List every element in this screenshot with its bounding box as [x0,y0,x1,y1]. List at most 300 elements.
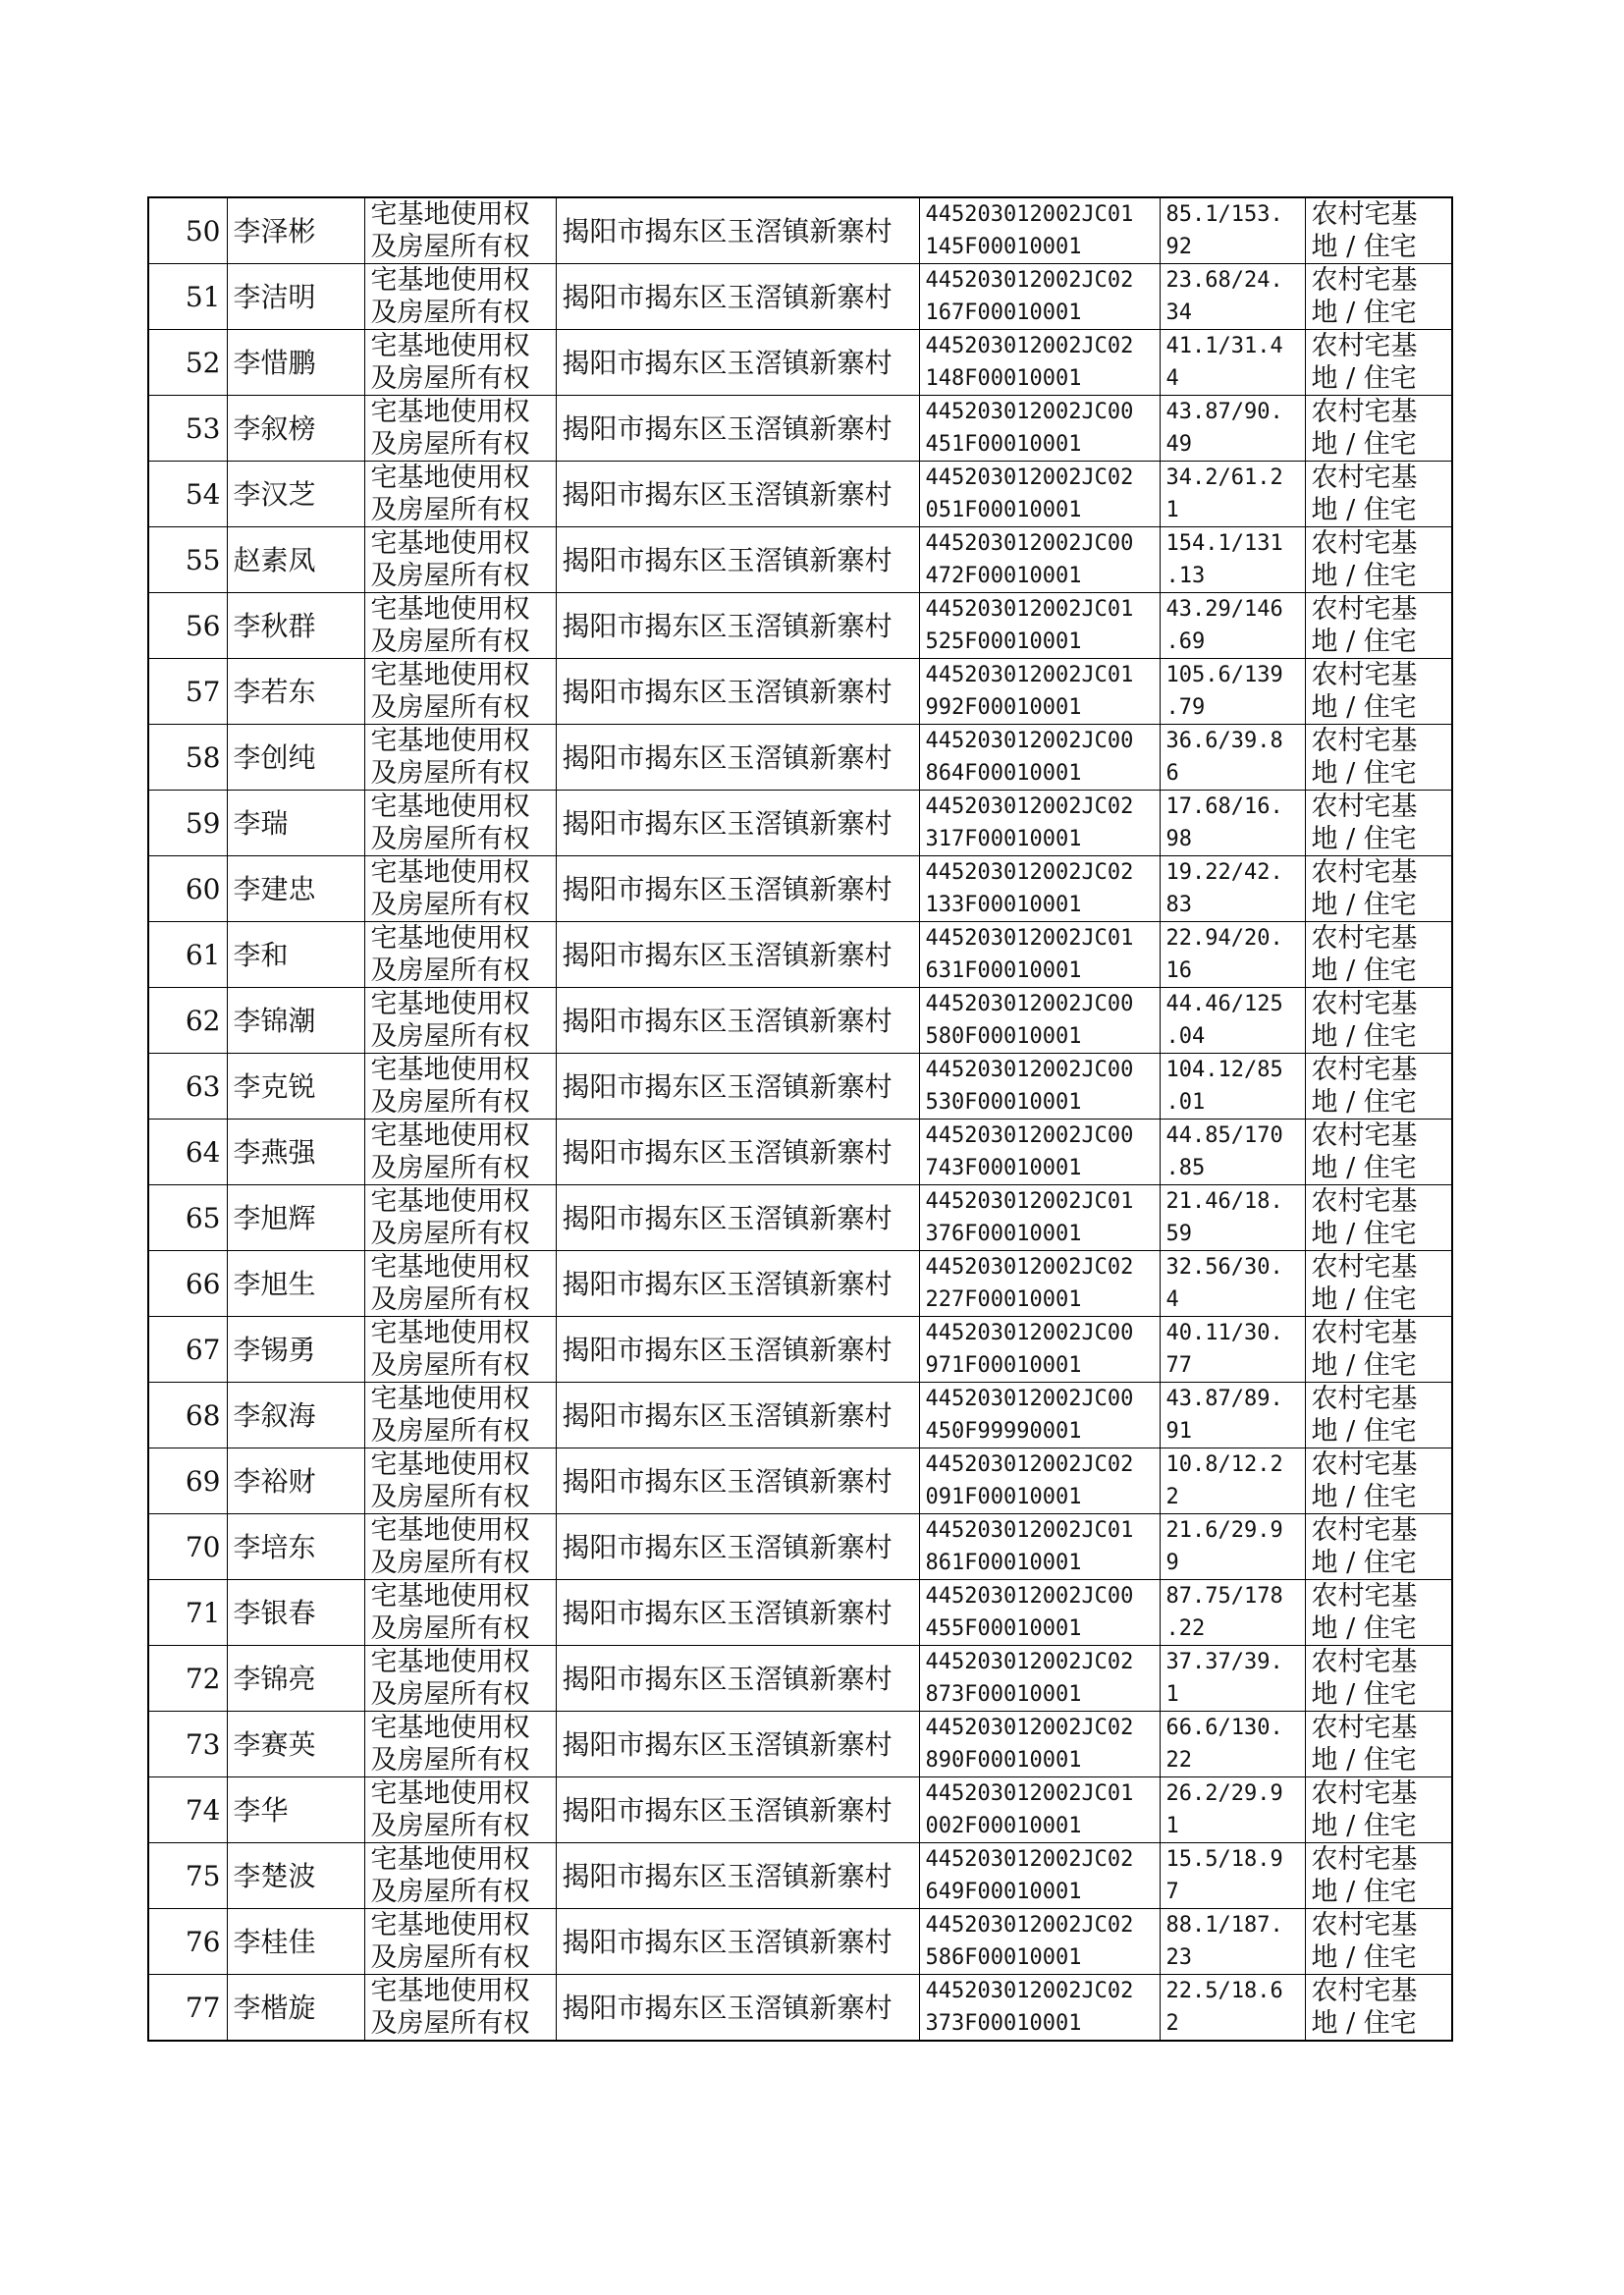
area-line: 19.22/42. [1165,860,1283,885]
area-line: 1 [1165,498,1179,522]
unit-code-line: 317F00010001 [925,827,1082,851]
unit-code-line: 992F00010001 [925,695,1082,720]
right-type-line: 宅基地使用权 [370,1055,530,1085]
unit-code-cell [919,1185,1160,1251]
row-number-cell: 75 [148,1843,227,1909]
table-row [148,659,1452,725]
location-cell: 揭阳市揭东区玉滘镇新寨村 [556,1777,919,1843]
table-row [148,264,1452,330]
area-line: 21.46/18. [1165,1189,1283,1214]
owner-name-cell: 李若东 [227,659,364,725]
area-line: 41.1/31.4 [1165,334,1283,358]
right-type-line: 及房屋所有权 [370,1087,530,1118]
land-use-cell [1305,1777,1452,1843]
land-use-cell [1305,856,1452,922]
area-cell [1160,396,1305,462]
land-use-cell [1305,527,1452,593]
unit-code-cell [919,1383,1160,1448]
unit-code-line: 376F00010001 [925,1222,1082,1246]
table-row [148,791,1452,856]
property-registry-table [147,196,1453,2042]
right-type-line: 宅基地使用权 [370,397,530,427]
unit-code-line: 445203012002JC02 [925,1650,1134,1674]
location-cell: 揭阳市揭东区玉滘镇新寨村 [556,396,919,462]
right-type-cell [364,1185,556,1251]
land-use-line: 地 / 住宅 [1311,1284,1417,1315]
row-number-cell: 71 [148,1580,227,1646]
location-cell: 揭阳市揭东区玉滘镇新寨村 [556,1448,919,1514]
right-type-line: 宅基地使用权 [370,1713,530,1743]
unit-code-line: 445203012002JC01 [925,1189,1134,1214]
area-line: 9 [1165,1551,1179,1575]
area-cell [1160,1317,1305,1383]
land-use-line: 农村宅基 [1311,1515,1418,1546]
right-type-line: 及房屋所有权 [370,561,530,591]
area-line: 40.11/30. [1165,1321,1283,1345]
table-row [148,1317,1452,1383]
land-use-line: 地 / 住宅 [1311,363,1417,394]
right-type-cell [364,922,556,988]
land-use-cell [1305,988,1452,1054]
area-line: 66.6/130. [1165,1716,1283,1740]
owner-name-cell: 李秋群 [227,593,364,659]
area-line: 44.85/170 [1165,1123,1283,1148]
row-number-cell: 55 [148,527,227,593]
land-use-line: 地 / 住宅 [1311,561,1417,591]
right-type-line: 宅基地使用权 [370,857,530,888]
table-row [148,527,1452,593]
right-type-cell [364,1514,556,1580]
row-number-cell: 52 [148,330,227,396]
right-type-line: 宅基地使用权 [370,989,530,1019]
table-row [148,1843,1452,1909]
right-type-line: 宅基地使用权 [370,528,530,559]
area-line: 37.37/39. [1165,1650,1283,1674]
table-row [148,1580,1452,1646]
location-cell: 揭阳市揭东区玉滘镇新寨村 [556,527,919,593]
right-type-line: 宅基地使用权 [370,660,530,690]
unit-code-line: 167F00010001 [925,301,1082,325]
location-cell: 揭阳市揭东区玉滘镇新寨村 [556,1909,919,1975]
land-use-line: 农村宅基 [1311,726,1418,756]
right-type-line: 宅基地使用权 [370,594,530,625]
area-cell [1160,659,1305,725]
right-type-line: 及房屋所有权 [370,495,530,525]
right-type-line: 及房屋所有权 [370,2008,530,2039]
right-type-cell [364,330,556,396]
row-number-cell: 50 [148,197,227,264]
land-use-cell [1305,462,1452,527]
right-type-line: 及房屋所有权 [370,1613,530,1644]
land-use-line: 地 / 住宅 [1311,824,1417,854]
right-type-line: 宅基地使用权 [370,1384,530,1414]
right-type-cell [364,396,556,462]
right-type-line: 及房屋所有权 [370,1219,530,1249]
right-type-line: 及房屋所有权 [370,1350,530,1381]
right-type-line: 宅基地使用权 [370,1647,530,1677]
right-type-cell [364,659,556,725]
land-use-cell [1305,1317,1452,1383]
unit-code-line: 445203012002JC00 [925,1387,1134,1411]
right-type-line: 宅基地使用权 [370,1976,530,2006]
right-type-line: 宅基地使用权 [370,463,530,493]
right-type-line: 及房屋所有权 [370,1942,530,1973]
unit-code-cell [919,1054,1160,1120]
right-type-cell [364,264,556,330]
area-line: 43.87/89. [1165,1387,1283,1411]
right-type-line: 宅基地使用权 [370,923,530,954]
table-row [148,1975,1452,2042]
unit-code-cell [919,1120,1160,1185]
right-type-line: 宅基地使用权 [370,265,530,296]
area-line: 44.46/125 [1165,992,1283,1016]
unit-code-cell [919,593,1160,659]
land-use-cell [1305,659,1452,725]
location-cell: 揭阳市揭东区玉滘镇新寨村 [556,1185,919,1251]
area-cell [1160,1251,1305,1317]
land-use-line: 农村宅基 [1311,1778,1418,1809]
area-cell [1160,1383,1305,1448]
location-cell: 揭阳市揭东区玉滘镇新寨村 [556,791,919,856]
area-cell [1160,791,1305,856]
row-number-cell: 61 [148,922,227,988]
table-row [148,922,1452,988]
unit-code-cell [919,1646,1160,1712]
unit-code-line: 451F00010001 [925,432,1082,457]
area-line: 22.5/18.6 [1165,1979,1283,2003]
right-type-line: 宅基地使用权 [370,1252,530,1283]
area-line: .79 [1165,695,1206,720]
unit-code-line: 445203012002JC02 [925,268,1134,293]
land-use-cell [1305,1185,1452,1251]
location-cell: 揭阳市揭东区玉滘镇新寨村 [556,1580,919,1646]
unit-code-line: 445203012002JC01 [925,663,1134,687]
unit-code-line: 227F00010001 [925,1287,1082,1312]
right-type-cell [364,1909,556,1975]
area-line: 49 [1165,432,1192,457]
owner-name-cell: 李锦潮 [227,988,364,1054]
area-line: 7 [1165,1880,1179,1904]
unit-code-cell [919,1777,1160,1843]
unit-code-line: 445203012002JC02 [925,1452,1134,1477]
owner-name-cell: 李银春 [227,1580,364,1646]
location-cell: 揭阳市揭东区玉滘镇新寨村 [556,1843,919,1909]
unit-code-cell [919,1909,1160,1975]
row-number-cell: 77 [148,1975,227,2042]
unit-code-line: 445203012002JC01 [925,597,1134,622]
unit-code-line: 445203012002JC01 [925,1518,1134,1543]
owner-name-cell: 李建忠 [227,856,364,922]
area-line: 36.6/39.8 [1165,729,1283,753]
land-use-line: 农村宅基 [1311,199,1418,230]
area-cell [1160,1975,1305,2042]
area-line: 91 [1165,1419,1192,1444]
right-type-line: 宅基地使用权 [370,1186,530,1217]
unit-code-line: 873F00010001 [925,1682,1082,1707]
table-row [148,1646,1452,1712]
land-use-line: 地 / 住宅 [1311,692,1417,723]
area-line: .13 [1165,564,1206,588]
document-page [147,196,1453,2042]
area-cell [1160,593,1305,659]
right-type-cell [364,1777,556,1843]
land-use-line: 农村宅基 [1311,1318,1418,1348]
land-use-cell [1305,1646,1452,1712]
unit-code-line: 631F00010001 [925,958,1082,983]
area-cell [1160,527,1305,593]
land-use-cell [1305,396,1452,462]
owner-name-cell: 李锦亮 [227,1646,364,1712]
location-cell: 揭阳市揭东区玉滘镇新寨村 [556,197,919,264]
right-type-line: 及房屋所有权 [370,1679,530,1710]
area-line: 2 [1165,1485,1179,1509]
area-line: 23 [1165,1945,1192,1970]
table-row [148,462,1452,527]
land-use-cell [1305,264,1452,330]
right-type-line: 宅基地使用权 [370,792,530,822]
area-cell [1160,1777,1305,1843]
land-use-line: 农村宅基 [1311,1449,1418,1480]
unit-code-line: 002F00010001 [925,1814,1082,1838]
row-number-cell: 54 [148,462,227,527]
right-type-cell [364,856,556,922]
land-use-line: 农村宅基 [1311,1910,1418,1940]
table-row [148,856,1452,922]
right-type-line: 宅基地使用权 [370,1449,530,1480]
row-number-cell: 64 [148,1120,227,1185]
owner-name-cell: 李裕财 [227,1448,364,1514]
area-line: 88.1/187. [1165,1913,1283,1938]
right-type-line: 及房屋所有权 [370,1416,530,1447]
right-type-line: 宅基地使用权 [370,1318,530,1348]
land-use-line: 农村宅基 [1311,857,1418,888]
right-type-cell [364,1317,556,1383]
area-cell [1160,1712,1305,1777]
right-type-line: 及房屋所有权 [370,1153,530,1183]
area-cell [1160,330,1305,396]
table-row [148,1909,1452,1975]
unit-code-cell [919,988,1160,1054]
unit-code-line: 445203012002JC02 [925,1255,1134,1280]
area-line: 4 [1165,1287,1179,1312]
table-row [148,1185,1452,1251]
area-cell [1160,988,1305,1054]
area-line: 26.2/29.9 [1165,1781,1283,1806]
land-use-line: 地 / 住宅 [1311,956,1417,986]
right-type-cell [364,1383,556,1448]
table-row [148,396,1452,462]
area-cell [1160,197,1305,264]
unit-code-cell [919,1975,1160,2042]
owner-name-cell: 李锡勇 [227,1317,364,1383]
land-use-cell [1305,593,1452,659]
location-cell: 揭阳市揭东区玉滘镇新寨村 [556,1514,919,1580]
land-use-line: 农村宅基 [1311,528,1418,559]
land-use-line: 地 / 住宅 [1311,1153,1417,1183]
owner-name-cell: 李旭辉 [227,1185,364,1251]
area-cell [1160,725,1305,791]
unit-code-line: 890F00010001 [925,1748,1082,1773]
area-line: .22 [1165,1616,1206,1641]
right-type-line: 宅基地使用权 [370,1910,530,1940]
owner-name-cell: 李楚波 [227,1843,364,1909]
right-type-cell [364,1448,556,1514]
land-use-line: 农村宅基 [1311,923,1418,954]
row-number-cell: 57 [148,659,227,725]
unit-code-cell [919,1251,1160,1317]
row-number-cell: 74 [148,1777,227,1843]
area-line: 43.87/90. [1165,400,1283,424]
land-use-cell [1305,1843,1452,1909]
right-type-cell [364,197,556,264]
land-use-line: 农村宅基 [1311,1120,1418,1151]
table-row [148,1712,1452,1777]
unit-code-line: 445203012002JC02 [925,465,1134,490]
location-cell: 揭阳市揭东区玉滘镇新寨村 [556,462,919,527]
right-type-line: 及房屋所有权 [370,1482,530,1512]
right-type-line: 及房屋所有权 [370,956,530,986]
owner-name-cell: 李惜鹏 [227,330,364,396]
table-row [148,197,1452,264]
unit-code-line: 445203012002JC00 [925,1584,1134,1609]
unit-code-line: 445203012002JC00 [925,1123,1134,1148]
right-type-line: 及房屋所有权 [370,429,530,460]
unit-code-cell [919,1580,1160,1646]
unit-code-line: 971F00010001 [925,1353,1082,1378]
table-row [148,1514,1452,1580]
unit-code-line: 445203012002JC01 [925,202,1134,227]
unit-code-line: 450F99990001 [925,1419,1082,1444]
right-type-cell [364,1120,556,1185]
owner-name-cell: 李楷旋 [227,1975,364,2042]
right-type-line: 宅基地使用权 [370,1515,530,1546]
table-row [148,1120,1452,1185]
land-use-cell [1305,922,1452,988]
area-cell [1160,1843,1305,1909]
area-line: 154.1/131 [1165,531,1283,556]
unit-code-cell [919,1514,1160,1580]
right-type-line: 及房屋所有权 [370,298,530,328]
unit-code-line: 445203012002JC00 [925,400,1134,424]
row-number-cell: 70 [148,1514,227,1580]
unit-code-line: 051F00010001 [925,498,1082,522]
unit-code-line: 445203012002JC02 [925,1913,1134,1938]
right-type-cell [364,1054,556,1120]
area-cell [1160,856,1305,922]
land-use-line: 地 / 住宅 [1311,1350,1417,1381]
unit-code-cell [919,197,1160,264]
table-row [148,1383,1452,1448]
right-type-line: 及房屋所有权 [370,232,530,262]
land-use-line: 农村宅基 [1311,1055,1418,1085]
right-type-line: 及房屋所有权 [370,363,530,394]
unit-code-line: 445203012002JC02 [925,334,1134,358]
area-line: 17.68/16. [1165,794,1283,819]
right-type-line: 及房屋所有权 [370,758,530,789]
area-line: 1 [1165,1814,1179,1838]
unit-code-cell [919,1712,1160,1777]
area-line: 16 [1165,958,1192,983]
location-cell: 揭阳市揭东区玉滘镇新寨村 [556,988,919,1054]
unit-code-line: 445203012002JC00 [925,1058,1134,1082]
table-row [148,330,1452,396]
area-line: 22 [1165,1748,1192,1773]
unit-code-cell [919,396,1160,462]
location-cell: 揭阳市揭东区玉滘镇新寨村 [556,1054,919,1120]
location-cell: 揭阳市揭东区玉滘镇新寨村 [556,593,919,659]
area-line: .85 [1165,1156,1206,1180]
table-row [148,1054,1452,1120]
area-cell [1160,1448,1305,1514]
right-type-cell [364,462,556,527]
row-number-cell: 72 [148,1646,227,1712]
right-type-line: 及房屋所有权 [370,890,530,920]
area-line: 23.68/24. [1165,268,1283,293]
land-use-cell [1305,1909,1452,1975]
row-number-cell: 67 [148,1317,227,1383]
unit-code-line: 580F00010001 [925,1024,1082,1049]
land-use-line: 地 / 住宅 [1311,2008,1417,2039]
right-type-line: 宅基地使用权 [370,726,530,756]
area-line: 43.29/146 [1165,597,1283,622]
unit-code-line: 445203012002JC00 [925,729,1134,753]
land-use-line: 地 / 住宅 [1311,1942,1417,1973]
unit-code-line: 445203012002JC02 [925,1979,1134,2003]
area-cell [1160,922,1305,988]
unit-code-line: 445203012002JC00 [925,992,1134,1016]
right-type-cell [364,1975,556,2042]
row-number-cell: 53 [148,396,227,462]
right-type-line: 及房屋所有权 [370,1877,530,1907]
land-use-line: 农村宅基 [1311,1252,1418,1283]
owner-name-cell: 李克锐 [227,1054,364,1120]
area-line: 4 [1165,366,1179,391]
owner-name-cell: 李洁明 [227,264,364,330]
land-use-line: 农村宅基 [1311,792,1418,822]
area-line: 83 [1165,893,1192,917]
area-line: 21.6/29.9 [1165,1518,1283,1543]
land-use-line: 地 / 住宅 [1311,1219,1417,1249]
land-use-line: 农村宅基 [1311,265,1418,296]
unit-code-line: 133F00010001 [925,893,1082,917]
area-line: 105.6/139 [1165,663,1283,687]
land-use-line: 地 / 住宅 [1311,429,1417,460]
owner-name-cell: 李培东 [227,1514,364,1580]
right-type-line: 及房屋所有权 [370,1284,530,1315]
area-line: 10.8/12.2 [1165,1452,1283,1477]
row-number-cell: 51 [148,264,227,330]
area-cell [1160,264,1305,330]
unit-code-line: 743F00010001 [925,1156,1082,1180]
table-row [148,1777,1452,1843]
land-use-line: 地 / 住宅 [1311,1482,1417,1512]
row-number-cell: 60 [148,856,227,922]
area-cell [1160,1580,1305,1646]
unit-code-line: 586F00010001 [925,1945,1082,1970]
land-use-cell [1305,1448,1452,1514]
area-line: 2 [1165,2011,1179,2036]
right-type-line: 及房屋所有权 [370,627,530,657]
location-cell: 揭阳市揭东区玉滘镇新寨村 [556,1251,919,1317]
land-use-line: 地 / 住宅 [1311,1613,1417,1644]
table-row [148,988,1452,1054]
location-cell: 揭阳市揭东区玉滘镇新寨村 [556,1317,919,1383]
location-cell: 揭阳市揭东区玉滘镇新寨村 [556,922,919,988]
right-type-cell [364,1843,556,1909]
right-type-line: 宅基地使用权 [370,331,530,361]
right-type-line: 及房屋所有权 [370,1745,530,1776]
land-use-line: 农村宅基 [1311,1384,1418,1414]
